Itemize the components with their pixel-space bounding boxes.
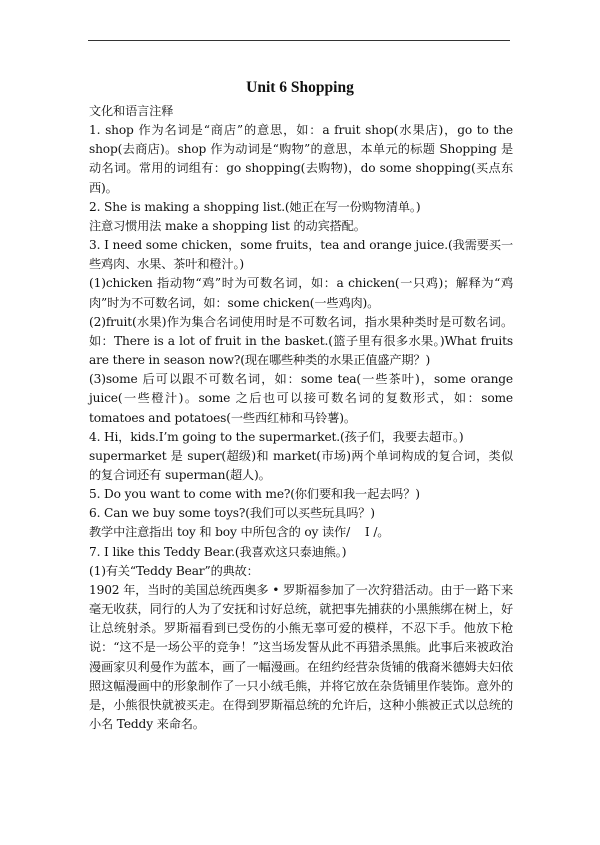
paragraph: 5. Do you want to come with me?(你们要和我一起去吗？): [89, 487, 420, 502]
paragraph: 4. Hi，kids.I’m going to the supermarket.(孩子们，我要去超市。): [89, 429, 464, 444]
page-title: Unit 6 Shopping: [246, 79, 354, 96]
section-heading: 文化和语言注释: [89, 104, 174, 118]
paragraph: (3)some 后可以跟不可数名词，如：some tea(一些茶叶)，some orange juice(一些橙汁)。some 之后也可以接可数名词的复数形式，如：some tomatoes and potatoes(一些西红柿和马铃薯)。: [89, 372, 513, 425]
paragraph: 1902 年，当时的美国总统西奥多 • 罗斯福参加了一次狩猎活动。由于一路下来毫无收获，同行的人为了安抚和讨好总统，就把事先捕获的小黑熊绑在树上，好让总统射杀。罗斯福看到已受伤的小熊无辜可爱的模样，不忍下手。他放下枪说：“这不是一场公平的竞争！”这当场发誓从此不再猎杀黑熊。此事后来被政治漫画家贝利曼作为蓝本，画了一幅漫画。在纽约经营杂货铺的俄裔米德姆夫妇依照这幅漫画中的形象制作了一只小绒毛熊，并将它放在杂货铺里作装饰。意外的是，小熊很快就被买走。在得到罗斯福总统的允许后，这种小熊被正式以总统的小名 Teddy 来命名。: [89, 582, 513, 731]
paragraph: supermarket 是 super(超级)和 market(市场)两个单词构成的复合词，类似的复合词还有 superman(超人)。: [89, 448, 513, 482]
paragraph: 3. I need some chicken，some fruits，tea and orange juice.(我需要买一些鸡肉、水果、茶叶和橙汁。): [89, 238, 513, 272]
document-body: [89, 102, 513, 734]
top-rule: [88, 40, 510, 41]
paragraph: (2)fruit(水果)作为集合名词使用时是不可数名词，指水果种类时是可数名词。如：There is a lot of fruit in the basket.(篮子里有很多水果。)What fruits are there in season now?(现在哪些种类的水果正值盛产期？): [89, 314, 513, 368]
paragraph: (1)有关“Teddy Bear”的典故：: [89, 563, 259, 578]
paragraph: 注意习惯用法 make a shopping list 的动宾搭配。: [89, 218, 366, 233]
paragraph: 1. shop 作为名词是“商店”的意思，如：a fruit shop(水果店)，go to the shop(去商店)。shop 作为动词是“购物”的意思，本单元的标题 Shopping 是动名词。常用的词组有：go shopping(去购物)，do some shopping(买点东西)。: [89, 123, 513, 195]
paragraph: (1)chicken 指动物“鸡”时为可数名词，如：a chicken(一只鸡)；解释为“鸡肉”时为不可数名词，如：some chicken(一些鸡肉)。: [89, 276, 513, 310]
paragraph: 7. I like this Teddy Bear.(我喜欢这只泰迪熊。): [89, 544, 347, 559]
paragraph: 6. Can we buy some toys?(我们可以买些玩具吗？): [89, 506, 375, 521]
paragraph: 教学中注意指出 toy 和 boy 中所包含的 oy 读作/ I /。: [89, 525, 390, 540]
paragraph: 2. She is making a shopping list.(她正在写一份购物清单。): [89, 199, 421, 214]
